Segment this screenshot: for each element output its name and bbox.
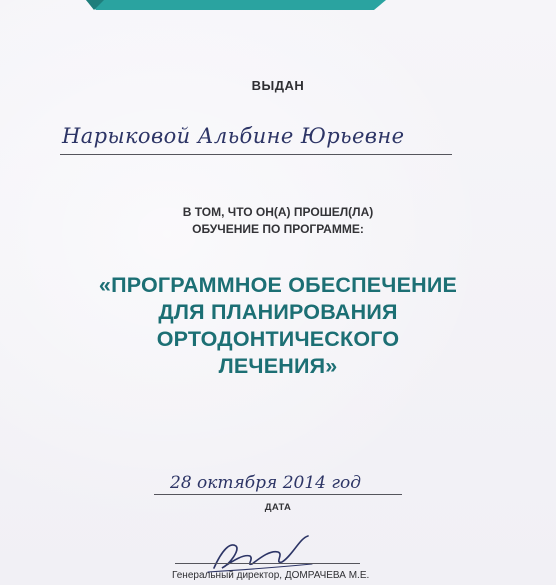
date-underline (154, 494, 402, 495)
date-handwritten: 28 октября 2014 год (170, 473, 361, 493)
statement-line-1: В ТОМ, ЧТО ОН(А) ПРОШЕЛ(ЛА) (182, 205, 374, 219)
program-title-line: ОРТОДОНТИЧЕСКОГО (156, 327, 400, 351)
program-title-line: «ПРОГРАММНОЕ ОБЕСПЕЧЕНИЕ (98, 273, 458, 297)
signatory-name: Генеральный директор, ДОМРАЧЕВА М.Е. (172, 570, 370, 581)
top-decorative-band (86, 0, 386, 10)
statement-line-2: ОБУЧЕНИЕ ПО ПРОГРАММЕ: (192, 222, 364, 236)
signature-underline (175, 563, 360, 564)
program-title (0, 272, 556, 380)
recipient-name-handwritten: Нарыковой Альбине Юрьевне (62, 124, 405, 148)
recipient-name-underline (60, 154, 452, 155)
date-label: ДАТА (264, 502, 292, 513)
program-title-line: ДЛЯ ПЛАНИРОВАНИЯ (158, 300, 398, 324)
issued-label: ВЫДАН (251, 78, 305, 93)
program-title-line: ЛЕЧЕНИЯ» (218, 354, 338, 378)
completion-statement (0, 204, 556, 238)
